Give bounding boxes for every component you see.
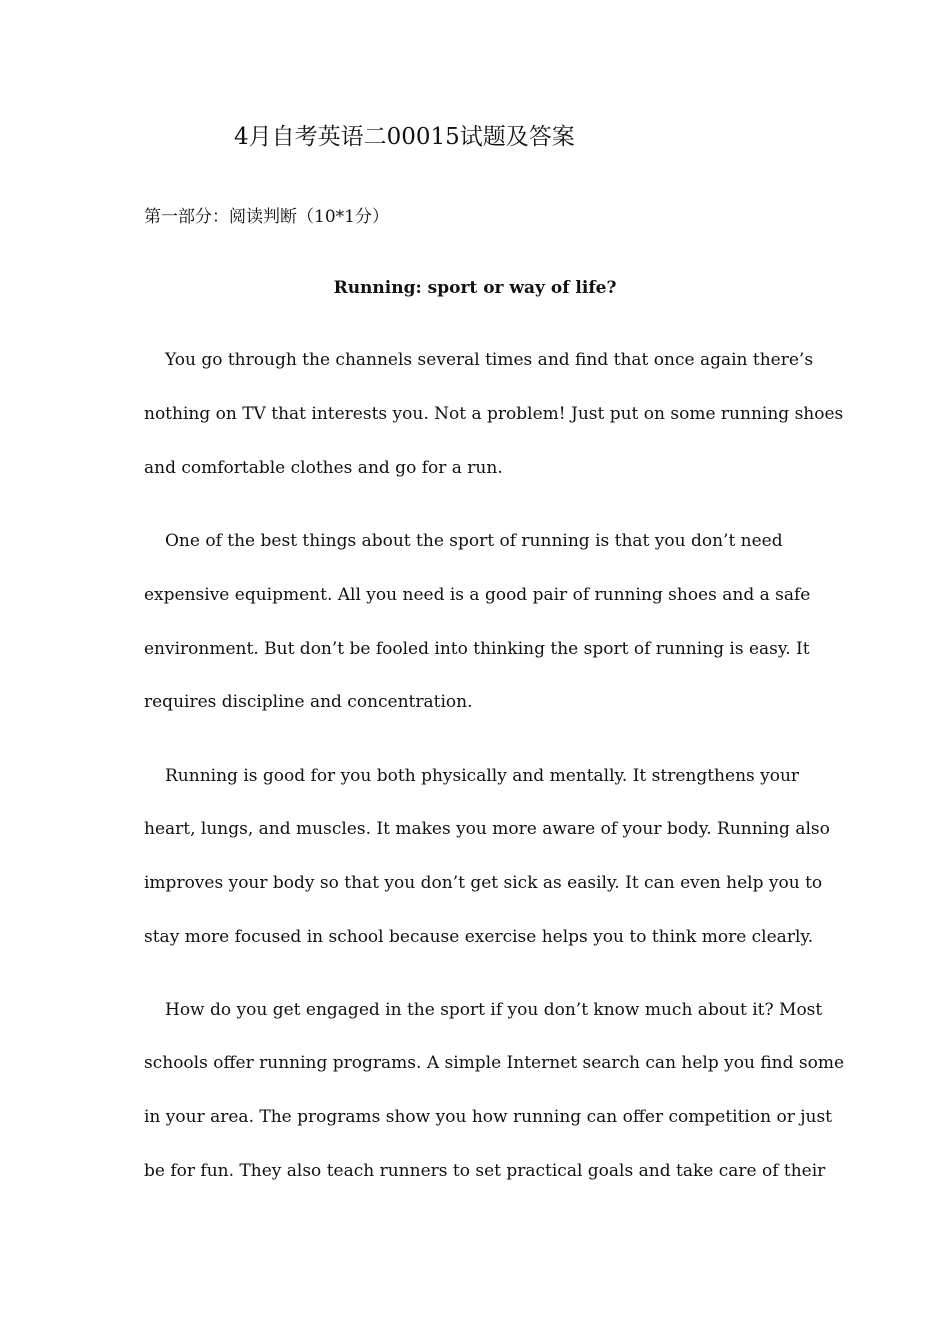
paragraph-1-line-3: and comfortable clothes and go for a run. — [144, 458, 503, 478]
paragraph-1-line-2: nothing on TV that interests you. Not a problem! Just put on some running shoes — [144, 404, 844, 424]
paragraph-4-line-2: schools offer running programs. A simple Internet search can help you find some — [144, 1053, 845, 1073]
paragraph-4-line-1: How do you get engaged in the sport if you don’t know much about it? Most — [165, 1000, 823, 1020]
paragraph-2-line-2: expensive equipment. All you need is a good pair of running shoes and a safe — [144, 585, 811, 605]
section-heading: 第一部分：阅读判断（10*1分） — [144, 207, 389, 227]
paragraph-4-line-3: in your area. The programs show you how running can offer competition or just — [144, 1107, 832, 1127]
paragraph-2-line-3: environment. But don’t be fooled into thinking the sport of running is easy. It — [144, 639, 810, 659]
article-title: Running: sport or way of life? — [333, 278, 617, 298]
paragraph-3-line-4: stay more focused in school because exercise helps you to think more clearly. — [144, 927, 814, 947]
document-title: 4月自考英语二00015试题及答案 — [234, 124, 575, 150]
paragraph-1-line-1: You go through the channels several times and find that once again there’s — [165, 350, 814, 370]
paragraph-2-line-4: requires discipline and concentration. — [144, 692, 473, 712]
paragraph-3-line-3: improves your body so that you don’t get sick as easily. It can even help you to — [144, 873, 823, 893]
paragraph-2-line-1: One of the best things about the sport of running is that you don’t need — [165, 531, 783, 551]
paragraph-3-line-1: Running is good for you both physically and mentally. It strengthens your — [165, 766, 800, 786]
paragraph-3-line-2: heart, lungs, and muscles. It makes you more aware of your body. Running also — [144, 819, 830, 839]
paragraph-4-line-4: be for fun. They also teach runners to set practical goals and take care of their — [144, 1161, 826, 1181]
